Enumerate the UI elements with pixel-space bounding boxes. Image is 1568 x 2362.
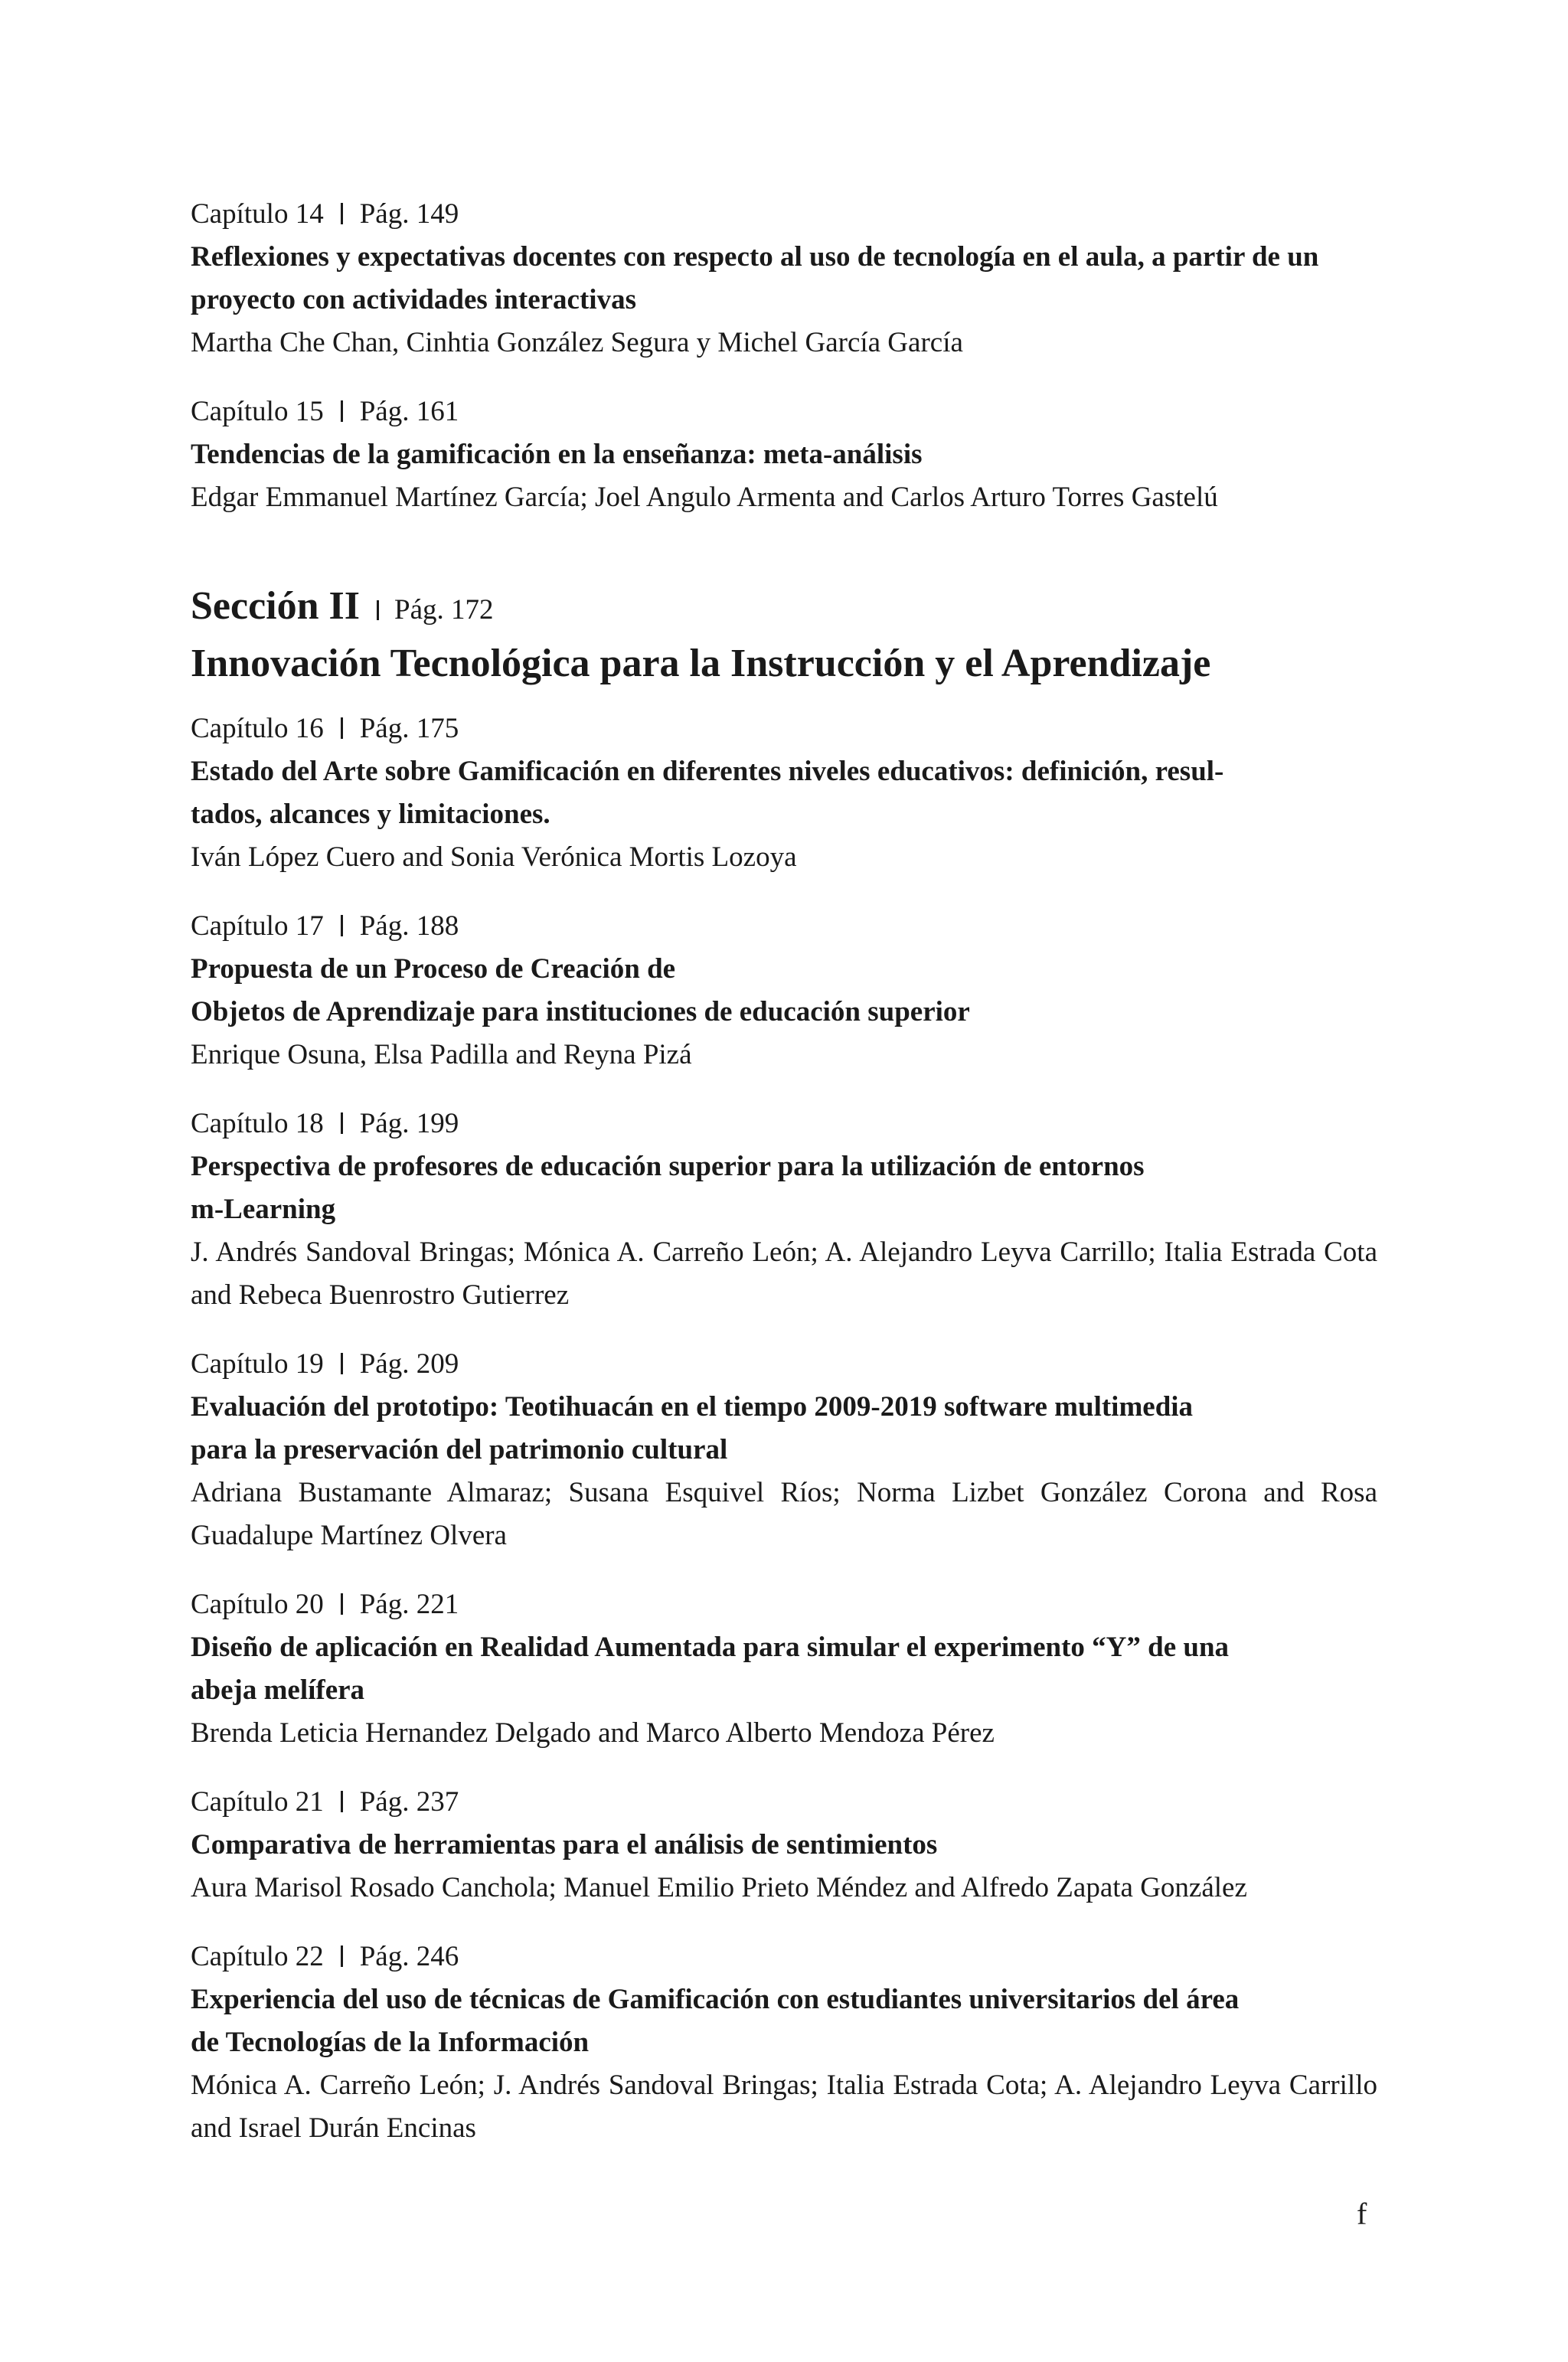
chapter-page: Pág. 161 bbox=[359, 396, 459, 427]
separator-bar bbox=[341, 203, 343, 224]
section-heading bbox=[191, 582, 1377, 688]
toc-entry-chapter-15 bbox=[191, 390, 1377, 519]
chapter-page: Pág. 188 bbox=[359, 910, 459, 942]
chapter-authors: Edgar Emmanuel Martínez García; Joel Angulo Armenta and Carlos Arturo Torres Gastelú bbox=[191, 482, 1218, 513]
chapter-page: Pág. 221 bbox=[359, 1589, 459, 1620]
separator-bar bbox=[341, 1593, 343, 1615]
chapter-page: Pág. 199 bbox=[359, 1108, 459, 1139]
chapter-title bbox=[191, 948, 1377, 1034]
chapter-number: Capítulo 17 bbox=[191, 910, 324, 942]
chapter-number: Capítulo 16 bbox=[191, 713, 324, 744]
chapter-number: Capítulo 15 bbox=[191, 396, 324, 427]
separator-bar bbox=[341, 1112, 343, 1134]
chapter-title-line: Comparativa de herramientas para el análisis de sentimientos bbox=[191, 1829, 938, 1861]
separator-bar bbox=[341, 400, 343, 422]
toc-entry-chapter-22 bbox=[191, 1936, 1377, 2150]
section-heading-line bbox=[191, 582, 1377, 640]
section-page: Pág. 172 bbox=[394, 594, 494, 626]
chapter-authors: Aura Marisol Rosado Canchola; Manuel Emilio Prieto Méndez and Alfredo Zapata González bbox=[191, 1872, 1247, 1903]
toc-entry-chapter-17 bbox=[191, 905, 1377, 1076]
table-of-contents bbox=[191, 193, 1377, 2176]
chapter-title: Tendencias de la gamificación en la enseñanza: meta-análisis bbox=[191, 439, 923, 470]
chapter-authors: Brenda Leticia Hernandez Delgado and Marco Alberto Mendoza Pérez bbox=[191, 1717, 995, 1749]
chapter-authors: J. Andrés Sandoval Bringas; Mónica A. Carreño León; A. Alejandro Leyva Carrillo; Italia Estrada Cota and Rebeca Buenrostro Gutierrez bbox=[191, 1237, 1377, 1311]
toc-entry-chapter-20 bbox=[191, 1583, 1377, 1755]
chapter-page: Pág. 175 bbox=[359, 713, 459, 744]
entry-heading bbox=[191, 1936, 1377, 1978]
section-title: Innovación Tecnológica para la Instrucción y el Aprendizaje bbox=[191, 642, 1211, 685]
chapter-title-line: Diseño de aplicación en Realidad Aumentada para simular el experimento “Y” de una bbox=[191, 1632, 1230, 1663]
toc-entry-chapter-14 bbox=[191, 193, 1377, 364]
chapter-title-line: de Tecnologías de la Información bbox=[191, 2027, 590, 2058]
chapter-authors: Adriana Bustamante Almaraz; Susana Esquivel Ríos; Norma Lizbet González Corona and Rosa Guadalupe Martínez Olvera bbox=[191, 1477, 1377, 1551]
entry-heading bbox=[191, 1781, 1377, 1824]
chapter-title bbox=[191, 1824, 1377, 1867]
toc-entry-chapter-21 bbox=[191, 1781, 1377, 1910]
separator-bar bbox=[341, 1353, 343, 1374]
chapter-title-line: Experiencia del uso de técnicas de Gamificación con estudiantes universitarios del área bbox=[191, 1984, 1240, 2015]
chapter-authors: Mónica A. Carreño León; J. Andrés Sandoval Bringas; Italia Estrada Cota; A. Alejandro Leyva Carrillo and Israel Durán Encinas bbox=[191, 2070, 1377, 2144]
chapter-title bbox=[191, 1386, 1377, 1472]
entry-heading bbox=[191, 390, 1377, 433]
chapter-number: Capítulo 21 bbox=[191, 1786, 324, 1818]
chapter-authors: Martha Che Chan, Cinhtia González Segura y Michel García García bbox=[191, 327, 963, 358]
entry-heading bbox=[191, 193, 1377, 236]
chapter-number: Capítulo 18 bbox=[191, 1108, 324, 1139]
chapter-page: Pág. 149 bbox=[359, 198, 459, 230]
chapter-title: Reflexiones y expectativas docentes con respecto al uso de tecnología en el aula, a partir de un proyecto con actividades interactivas bbox=[191, 241, 1319, 315]
chapter-title bbox=[191, 750, 1377, 836]
separator-bar bbox=[341, 915, 343, 936]
chapter-page: Pág. 246 bbox=[359, 1941, 459, 1972]
separator-bar bbox=[341, 717, 343, 739]
page-number: f bbox=[1357, 2197, 1367, 2231]
toc-entry-chapter-16 bbox=[191, 707, 1377, 879]
chapter-title-line: Evaluación del prototipo: Teotihuacán en el tiempo 2009-2019 software multimedia bbox=[191, 1391, 1194, 1423]
entry-heading bbox=[191, 707, 1377, 750]
chapter-number: Capítulo 20 bbox=[191, 1589, 324, 1620]
chapter-title-line: tados, alcances y limitaciones. bbox=[191, 799, 550, 830]
toc-entry-chapter-18 bbox=[191, 1103, 1377, 1317]
chapter-number: Capítulo 14 bbox=[191, 198, 324, 230]
chapter-title bbox=[191, 1626, 1377, 1712]
chapter-page: Pág. 237 bbox=[359, 1786, 459, 1818]
chapter-title-line: Objetos de Aprendizaje para instituciones de educación superior bbox=[191, 996, 970, 1027]
chapter-number: Capítulo 19 bbox=[191, 1348, 324, 1380]
chapter-authors: Enrique Osuna, Elsa Padilla and Reyna Pizá bbox=[191, 1039, 692, 1070]
chapter-title-line: Propuesta de un Proceso de Creación de bbox=[191, 953, 676, 985]
section-label: Sección II bbox=[191, 584, 360, 628]
chapter-page: Pág. 209 bbox=[359, 1348, 459, 1380]
entry-heading bbox=[191, 1103, 1377, 1145]
entry-heading bbox=[191, 1343, 1377, 1386]
chapter-title-line: Estado del Arte sobre Gamificación en diferentes niveles educativos: definición, resul- bbox=[191, 756, 1224, 787]
separator-bar bbox=[377, 600, 379, 620]
chapter-number: Capítulo 22 bbox=[191, 1941, 324, 1972]
entry-heading bbox=[191, 1583, 1377, 1626]
chapter-title-line: para la preservación del patrimonio cultural bbox=[191, 1434, 728, 1465]
toc-entry-chapter-19 bbox=[191, 1343, 1377, 1557]
chapter-title-line: m-Learning bbox=[191, 1194, 336, 1225]
entry-heading bbox=[191, 905, 1377, 948]
separator-bar bbox=[341, 1791, 343, 1812]
chapter-title-line: Perspectiva de profesores de educación superior para la utilización de entornos bbox=[191, 1151, 1145, 1182]
chapter-title-line: abeja melífera bbox=[191, 1674, 365, 1706]
separator-bar bbox=[341, 1945, 343, 1967]
chapter-title bbox=[191, 1145, 1377, 1231]
chapter-title bbox=[191, 1978, 1377, 2064]
chapter-authors: Iván López Cuero and Sonia Verónica Mortis Lozoya bbox=[191, 841, 797, 873]
